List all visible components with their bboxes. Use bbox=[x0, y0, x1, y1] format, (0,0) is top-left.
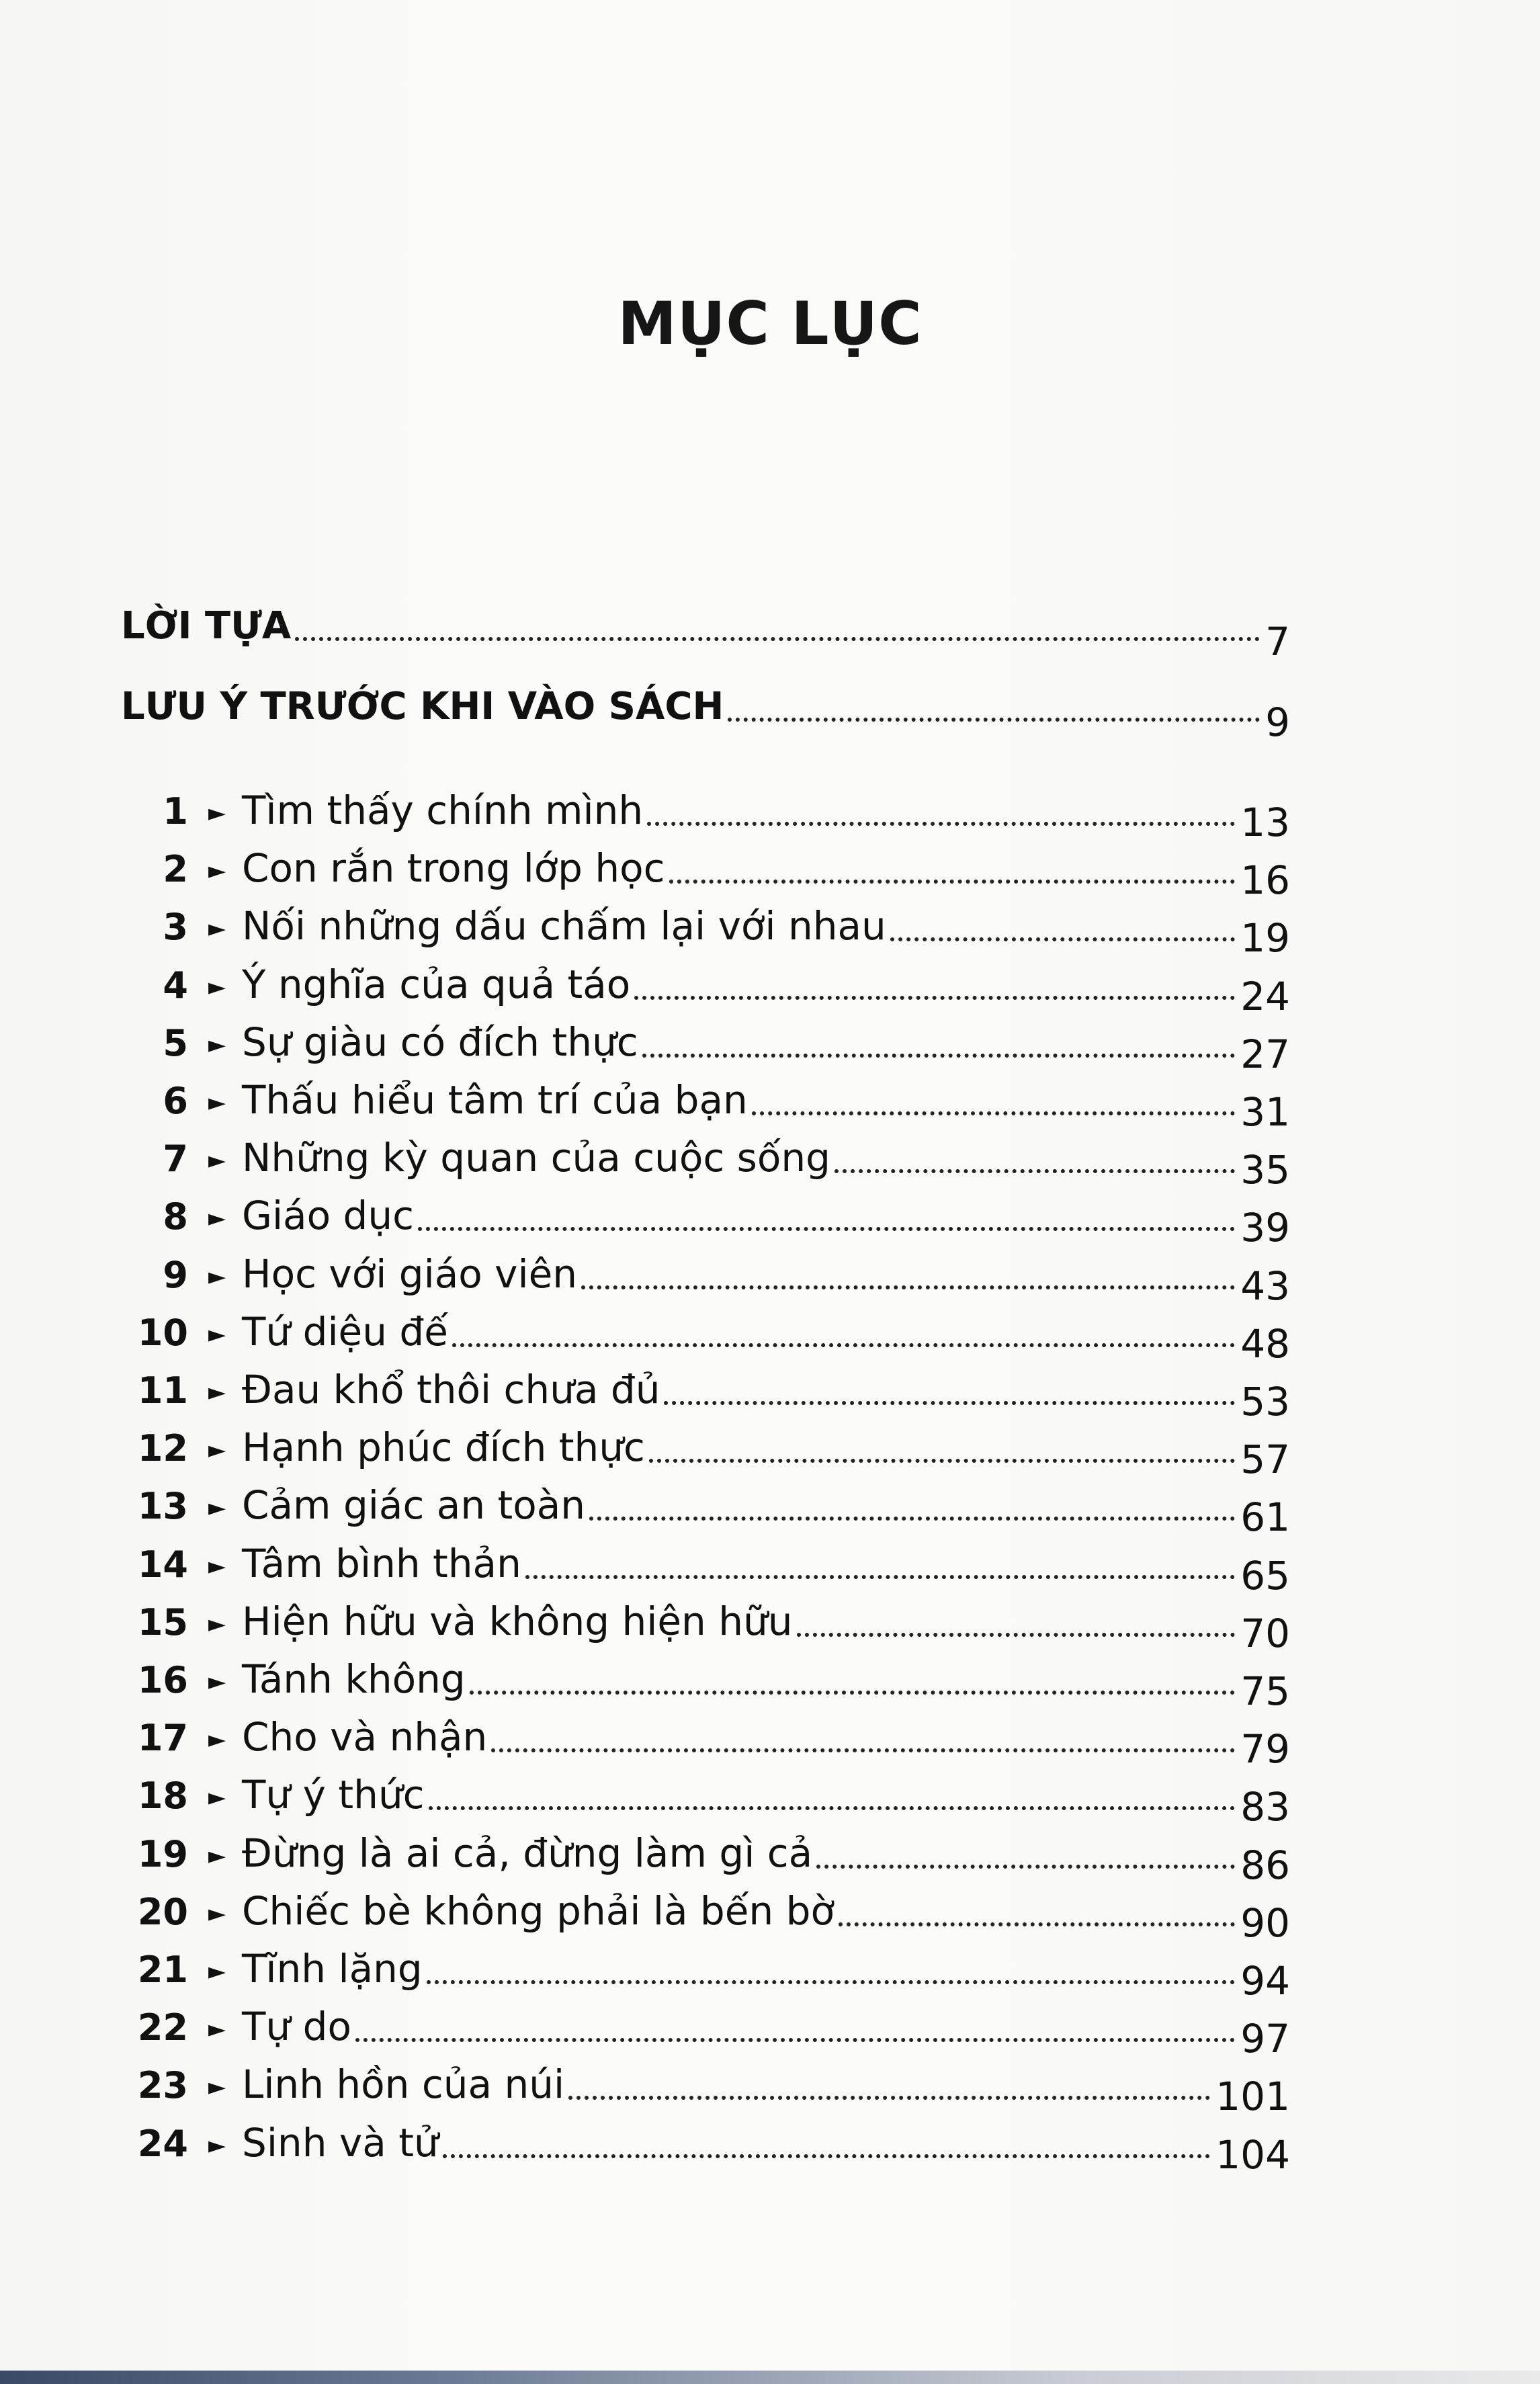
chapter-title: Đau khổ thôi chưa đủ bbox=[242, 1367, 660, 1412]
chapter-page-number: 61 bbox=[1240, 1494, 1290, 1540]
toc-entry-foreword[interactable] bbox=[121, 591, 1290, 665]
chapter-title: Hiện hữu và không hiện hữu bbox=[242, 1599, 793, 1644]
toc-chapter-row[interactable] bbox=[121, 834, 1290, 903]
toc-chapter-row[interactable] bbox=[121, 950, 1290, 1019]
chapter-page-number: 97 bbox=[1240, 2016, 1290, 2061]
toc-chapter-row[interactable] bbox=[121, 2109, 1290, 2178]
arrow-right-icon: ► bbox=[208, 2016, 226, 2043]
chapter-title: Tự do bbox=[242, 2004, 351, 2049]
arrow-right-icon: ► bbox=[208, 1379, 226, 1406]
dot-leader bbox=[816, 1864, 1235, 1869]
dot-leader bbox=[418, 1226, 1235, 1231]
chapter-number: 13 bbox=[137, 1485, 188, 1527]
toc-entry-label: LƯU Ý TRƯỚC KHI VÀO SÁCH bbox=[121, 685, 724, 728]
chapter-title: Chiếc bè không phải là bến bờ bbox=[242, 1888, 835, 1934]
chapter-page-number: 79 bbox=[1240, 1726, 1290, 1772]
toc-entry-label: LỜI TỰA bbox=[121, 604, 292, 648]
chapter-number: 21 bbox=[137, 1949, 188, 1991]
chapter-page-number: 70 bbox=[1240, 1611, 1290, 1656]
chapter-number: 9 bbox=[163, 1254, 188, 1296]
chapter-title: Đừng là ai cả, đừng làm gì cả bbox=[242, 1830, 813, 1876]
chapter-page-number: 27 bbox=[1240, 1031, 1290, 1077]
toc-chapter-row[interactable] bbox=[121, 1819, 1290, 1888]
chapter-number: 19 bbox=[137, 1833, 188, 1875]
toc-chapter-row[interactable] bbox=[121, 776, 1290, 845]
chapter-number: 4 bbox=[163, 964, 188, 1007]
chapter-number: 15 bbox=[137, 1601, 188, 1644]
toc-chapter-row[interactable] bbox=[121, 1529, 1290, 1599]
arrow-right-icon: ► bbox=[208, 1668, 226, 1695]
chapter-title: Tứ diệu đế bbox=[242, 1309, 448, 1355]
chapter-number: 17 bbox=[137, 1717, 188, 1759]
chapter-number: 2 bbox=[163, 848, 188, 890]
chapter-title: Hạnh phúc đích thực bbox=[242, 1424, 645, 1470]
arrow-right-icon: ► bbox=[208, 915, 226, 942]
dot-leader bbox=[568, 2095, 1210, 2100]
chapter-title: Sự giàu có đích thực bbox=[242, 1019, 638, 1065]
dot-leader bbox=[642, 1053, 1236, 1058]
chapter-number: 12 bbox=[137, 1427, 188, 1470]
arrow-right-icon: ► bbox=[208, 1437, 226, 1463]
toc-chapter-row[interactable] bbox=[121, 1934, 1290, 2004]
chapter-title: Sinh và tử bbox=[242, 2120, 439, 2166]
arrow-right-icon: ► bbox=[208, 1205, 226, 1232]
dot-leader bbox=[890, 937, 1235, 941]
arrow-right-icon: ► bbox=[208, 1900, 226, 1927]
dot-leader bbox=[429, 1805, 1236, 1810]
toc-chapter-row[interactable] bbox=[121, 1008, 1290, 1077]
chapter-number: 8 bbox=[163, 1195, 188, 1238]
dot-leader bbox=[835, 1168, 1235, 1173]
chapter-title: Linh hồn của núi bbox=[242, 2061, 565, 2107]
chapter-title: Tĩnh lặng bbox=[242, 1946, 423, 1992]
toc-chapter-row[interactable] bbox=[121, 1703, 1290, 1772]
toc-chapter-row[interactable] bbox=[121, 1297, 1290, 1367]
dot-leader bbox=[839, 1922, 1235, 1926]
chapter-page-number: 48 bbox=[1240, 1321, 1290, 1367]
chapter-title: Nối những dấu chấm lại với nhau bbox=[242, 903, 886, 949]
dot-leader bbox=[452, 1343, 1235, 1347]
page-edge-shadow bbox=[0, 2371, 1540, 2384]
chapter-number: 16 bbox=[137, 1659, 188, 1701]
dot-leader bbox=[589, 1516, 1235, 1521]
arrow-right-icon: ► bbox=[208, 1842, 226, 1869]
toc-chapter-row[interactable] bbox=[121, 1240, 1290, 1309]
chapter-number: 22 bbox=[137, 2006, 188, 2049]
chapter-title: Cho và nhận bbox=[242, 1714, 488, 1760]
chapter-title: Ý nghĩa của quả táo bbox=[242, 962, 631, 1007]
dot-leader bbox=[427, 1979, 1235, 1984]
chapter-title: Tự ý thức bbox=[242, 1772, 425, 1818]
chapter-title: Tìm thấy chính mình bbox=[242, 787, 644, 833]
toc-chapter-row[interactable] bbox=[121, 1645, 1290, 1714]
dot-leader bbox=[669, 879, 1236, 884]
chapter-number: 1 bbox=[163, 790, 188, 833]
arrow-right-icon: ► bbox=[208, 800, 226, 826]
chapter-number: 6 bbox=[163, 1080, 188, 1122]
chapter-page-number: 35 bbox=[1240, 1147, 1290, 1193]
chapter-page-number: 75 bbox=[1240, 1668, 1290, 1714]
chapter-page-number: 101 bbox=[1215, 2074, 1290, 2119]
chapter-number: 24 bbox=[137, 2123, 188, 2165]
chapter-title: Con rắn trong lớp học bbox=[242, 845, 665, 891]
arrow-right-icon: ► bbox=[208, 1494, 226, 1521]
arrow-right-icon: ► bbox=[208, 2132, 226, 2159]
toc-entry-page: 7 bbox=[1265, 619, 1290, 665]
dot-leader bbox=[634, 995, 1235, 1000]
chapter-page-number: 104 bbox=[1215, 2132, 1290, 2178]
arrow-right-icon: ► bbox=[208, 1321, 226, 1348]
dot-leader bbox=[649, 1458, 1235, 1463]
dot-leader bbox=[443, 2154, 1211, 2158]
dot-leader bbox=[525, 1574, 1235, 1579]
toc-entry-page: 9 bbox=[1265, 699, 1290, 745]
dot-leader bbox=[647, 821, 1235, 826]
dot-leader bbox=[491, 1748, 1235, 1752]
chapter-page-number: 43 bbox=[1240, 1263, 1290, 1309]
arrow-right-icon: ► bbox=[208, 1784, 226, 1811]
toc-chapter-row[interactable] bbox=[121, 1760, 1290, 1830]
chapter-number: 23 bbox=[137, 2064, 188, 2106]
arrow-right-icon: ► bbox=[208, 1726, 226, 1753]
toc-chapter-row[interactable] bbox=[121, 1181, 1290, 1250]
toc-chapter-row[interactable] bbox=[121, 1877, 1290, 1946]
chapter-page-number: 13 bbox=[1240, 800, 1290, 845]
chapter-number: 10 bbox=[137, 1312, 188, 1354]
dot-leader bbox=[728, 717, 1260, 722]
toc-chapter-row[interactable] bbox=[121, 1355, 1290, 1424]
chapter-title: Giáo dục bbox=[242, 1193, 414, 1238]
chapter-number: 20 bbox=[137, 1891, 188, 1933]
arrow-right-icon: ► bbox=[208, 2074, 226, 2100]
chapter-number: 3 bbox=[163, 906, 188, 948]
chapter-page-number: 24 bbox=[1240, 974, 1290, 1019]
arrow-right-icon: ► bbox=[208, 1263, 226, 1290]
dot-leader bbox=[470, 1690, 1235, 1695]
chapter-page-number: 16 bbox=[1240, 857, 1290, 903]
chapter-title: Những kỳ quan của cuộc sống bbox=[242, 1135, 830, 1181]
dot-leader bbox=[355, 2037, 1235, 2042]
toc-chapter-row[interactable] bbox=[121, 2050, 1290, 2119]
arrow-right-icon: ► bbox=[208, 1089, 226, 1116]
chapter-page-number: 39 bbox=[1240, 1205, 1290, 1250]
toc-chapter-row[interactable] bbox=[121, 1413, 1290, 1482]
toc-chapter-row[interactable] bbox=[121, 1587, 1290, 1656]
arrow-right-icon: ► bbox=[208, 857, 226, 884]
toc-chapter-row[interactable] bbox=[121, 1123, 1290, 1193]
toc-chapter-row[interactable] bbox=[121, 1992, 1290, 2061]
chapter-number: 11 bbox=[137, 1369, 188, 1412]
chapter-page-number: 65 bbox=[1240, 1553, 1290, 1599]
chapter-title: Học với giáo viên bbox=[242, 1251, 578, 1297]
arrow-right-icon: ► bbox=[208, 1958, 226, 1985]
chapter-page-number: 83 bbox=[1240, 1784, 1290, 1830]
chapter-page-number: 90 bbox=[1240, 1900, 1290, 1946]
chapter-title: Tâm bình thản bbox=[242, 1541, 521, 1586]
chapter-title: Thấu hiểu tâm trí của bạn bbox=[242, 1077, 748, 1123]
chapter-title: Cảm giác an toàn bbox=[242, 1482, 586, 1528]
chapter-number: 14 bbox=[137, 1543, 188, 1586]
toc-entry-notes[interactable] bbox=[121, 672, 1290, 745]
chapter-title: Tánh không bbox=[242, 1656, 466, 1702]
chapter-page-number: 31 bbox=[1240, 1089, 1290, 1135]
dot-leader bbox=[797, 1632, 1236, 1637]
arrow-right-icon: ► bbox=[208, 1611, 226, 1637]
chapter-number: 5 bbox=[163, 1022, 188, 1064]
chapter-number: 7 bbox=[163, 1138, 188, 1180]
toc-chapter-row[interactable] bbox=[121, 892, 1290, 961]
dot-leader bbox=[664, 1400, 1235, 1405]
arrow-right-icon: ► bbox=[208, 1031, 226, 1058]
chapter-page-number: 19 bbox=[1240, 915, 1290, 961]
dot-leader bbox=[295, 636, 1260, 641]
chapter-page-number: 53 bbox=[1240, 1379, 1290, 1424]
arrow-right-icon: ► bbox=[208, 1147, 226, 1174]
dot-leader bbox=[581, 1285, 1235, 1289]
dot-leader bbox=[752, 1111, 1235, 1115]
chapter-number: 18 bbox=[137, 1775, 188, 1817]
arrow-right-icon: ► bbox=[208, 1553, 226, 1580]
toc-chapter-row[interactable] bbox=[121, 1471, 1290, 1540]
chapter-page-number: 86 bbox=[1240, 1842, 1290, 1888]
arrow-right-icon: ► bbox=[208, 974, 226, 1001]
page-title: MỤC LỤC bbox=[617, 289, 923, 358]
chapter-page-number: 57 bbox=[1240, 1437, 1290, 1482]
toc-chapter-row[interactable] bbox=[121, 1066, 1290, 1135]
chapter-page-number: 94 bbox=[1240, 1958, 1290, 2004]
